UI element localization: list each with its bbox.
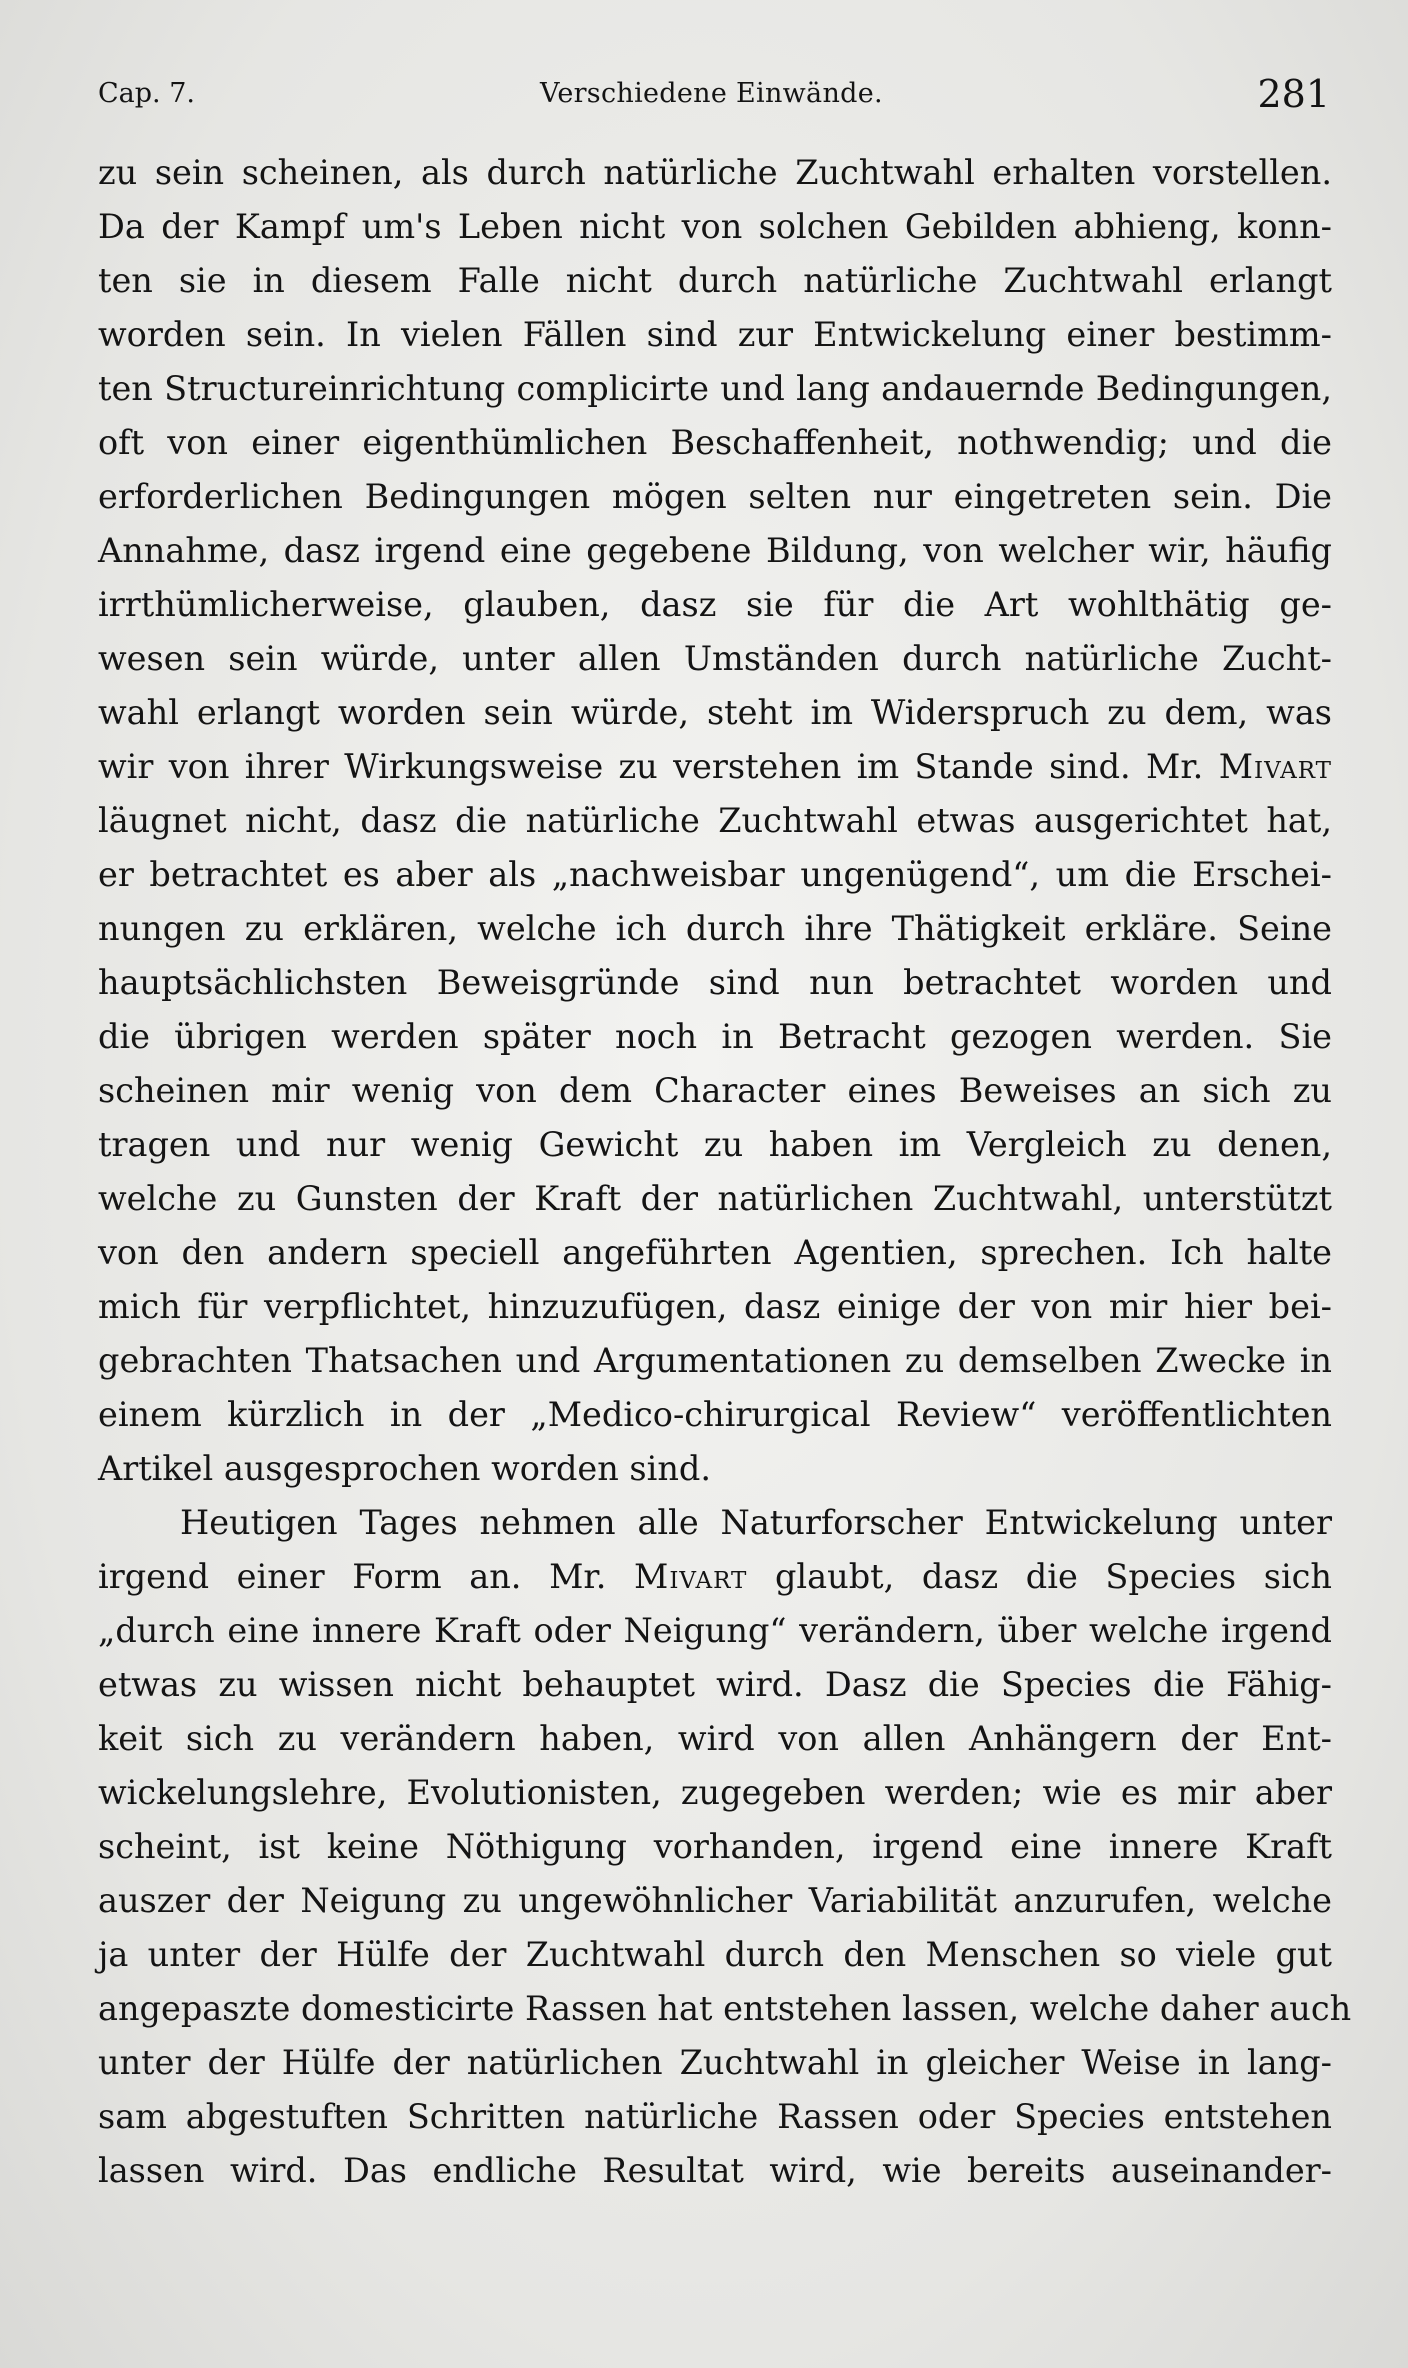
text-line: ten Structureinrichtung complicirte und lang andauernde Bedingungen, xyxy=(98,369,1332,408)
body-text xyxy=(98,146,1352,2198)
text-line: ja unter der Hülfe der Zuchtwahl durch den Menschen so viele gut xyxy=(98,1935,1332,1974)
text-line: sam abgestuften Schritten natürliche Rassen oder Species entstehen xyxy=(98,2097,1332,2136)
author-name: Mivart xyxy=(634,1557,748,1596)
text-line: von den andern speciell angeführten Agentien, sprechen. Ich halte xyxy=(98,1233,1332,1272)
running-title: Verschiedene Einwände. xyxy=(540,78,883,109)
paragraph-1 xyxy=(98,146,1332,1496)
author-name: Mivart xyxy=(1218,747,1332,786)
text-line: oft von einer eigenthümlichen Beschaffenheit, nothwendig; und die xyxy=(98,423,1332,462)
text-line: gebrachten Thatsachen und Argumentationen zu demselben Zwecke in xyxy=(98,1341,1332,1380)
text-line: unter der Hülfe der natürlichen Zuchtwahl in gleicher Weise in lang- xyxy=(98,2043,1332,2082)
text-line: nungen zu erklären, welche ich durch ihre Thätigkeit erkläre. Seine xyxy=(98,909,1332,948)
text-line: wesen sein würde, unter allen Umständen durch natürliche Zucht- xyxy=(98,639,1332,678)
text-line: mich für verpflichtet, hinzuzufügen, dasz einige der von mir hier bei- xyxy=(98,1287,1332,1326)
text-line: irgend einer Form an. Mr. Mivart glaubt, dasz die Species sich xyxy=(98,1557,1333,1596)
paragraph-2 xyxy=(98,1496,1352,2198)
text-line: lassen wird. Das endliche Resultat wird, wie bereits auseinander- xyxy=(98,2151,1332,2190)
text-line: worden sein. In vielen Fällen sind zur Entwickelung einer bestimm- xyxy=(98,315,1332,354)
text-line: Da der Kampf um's Leben nicht von solchen Gebilden abhieng, konn- xyxy=(98,207,1332,246)
text-line: erforderlichen Bedingungen mögen selten nur eingetreten sein. Die xyxy=(98,477,1332,516)
text-line: welche zu Gunsten der Kraft der natürlichen Zuchtwahl, unterstützt xyxy=(98,1179,1332,1218)
text-line: irrthümlicherweise, glauben, dasz sie für die Art wohlthätig ge- xyxy=(98,585,1332,624)
text-line: ten sie in diesem Falle nicht durch natürliche Zuchtwahl erlangt xyxy=(98,261,1332,300)
text-line: angepaszte domesticirte Rassen hat entstehen lassen, welche daher auch xyxy=(98,1989,1352,2028)
text-line: die übrigen werden später noch in Betracht gezogen werden. Sie xyxy=(98,1017,1332,1056)
running-header xyxy=(98,68,1338,128)
text-line: einem kürzlich in der „Medico-chirurgical Review“ veröffentlichten xyxy=(98,1395,1332,1434)
page-number: 281 xyxy=(1257,72,1330,116)
text-line: scheint, ist keine Nöthigung vorhanden, irgend eine innere Kraft xyxy=(98,1827,1332,1866)
text-line: wir von ihrer Wirkungsweise zu verstehen im Stande sind. Mr. Mivart xyxy=(98,747,1332,786)
chapter-label: Cap. 7. xyxy=(98,78,195,109)
text-line: läugnet nicht, dasz die natürliche Zuchtwahl etwas ausgerichtet hat, xyxy=(98,801,1332,840)
text-line: etwas zu wissen nicht behauptet wird. Dasz die Species die Fähig- xyxy=(98,1665,1332,1704)
text-line: „durch eine innere Kraft oder Neigung“ verändern, über welche irgend xyxy=(98,1611,1332,1650)
text-line: scheinen mir wenig von dem Character eines Beweises an sich zu xyxy=(98,1071,1332,1110)
text-line: wahl erlangt worden sein würde, steht im Widerspruch zu dem, was xyxy=(98,693,1332,732)
text-line: tragen und nur wenig Gewicht zu haben im Vergleich zu denen, xyxy=(98,1125,1332,1164)
text-line: Heutigen Tages nehmen alle Naturforscher Entwickelung unter xyxy=(180,1503,1332,1542)
text-line: zu sein scheinen, als durch natürliche Zuchtwahl erhalten vorstellen. xyxy=(98,153,1332,192)
text-line: er betrachtet es aber als „nachweisbar ungenügend“, um die Erschei- xyxy=(98,855,1332,894)
text-line: Artikel ausgesprochen worden sind. xyxy=(98,1449,712,1488)
text-line: hauptsächlichsten Beweisgründe sind nun betrachtet worden und xyxy=(98,963,1332,1002)
text-line: wickelungslehre, Evolutionisten, zugegeben werden; wie es mir aber xyxy=(98,1773,1332,1812)
text-line: keit sich zu verändern haben, wird von allen Anhängern der Ent- xyxy=(98,1719,1332,1758)
text-line: Annahme, dasz irgend eine gegebene Bildung, von welcher wir, häufig xyxy=(98,531,1332,570)
text-line: auszer der Neigung zu ungewöhnlicher Variabilität anzurufen, welche xyxy=(98,1881,1332,1920)
